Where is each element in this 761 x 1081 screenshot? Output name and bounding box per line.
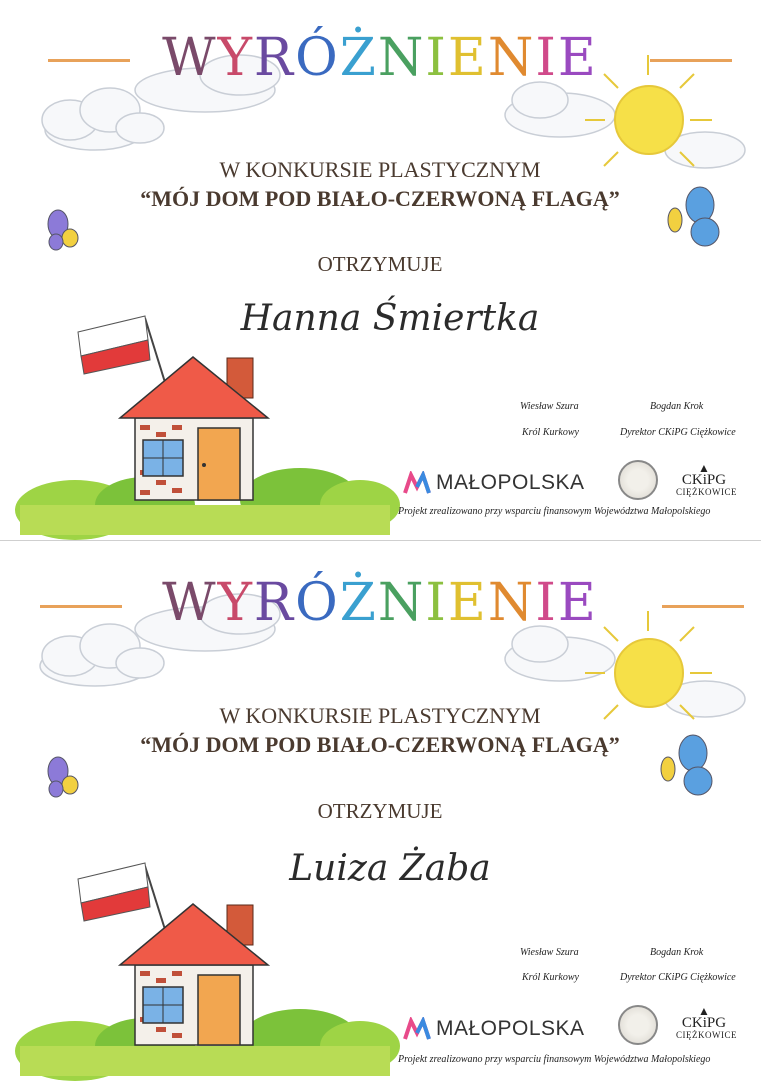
signatory2-name: Bogdan Krok [650, 401, 704, 412]
seal-emblem [618, 460, 658, 500]
certificate-title: WYRÓŻNIENIE [162, 573, 598, 633]
certificate-title: WYRÓŻNIENIE [162, 28, 598, 88]
recipient-name: Luiza Żaba [289, 848, 491, 889]
signatory1-role: Król Kurkowy [522, 427, 579, 438]
title-dash-right [650, 59, 732, 62]
title-dash-right [662, 605, 744, 608]
flag-icon [78, 316, 168, 392]
receives-label: OTRZYMUJE [317, 252, 443, 276]
butterfly-left-icon [48, 210, 78, 250]
house-icon [120, 904, 268, 1045]
malopolska-logo-icon [403, 471, 431, 495]
project-note: Projekt zrealizowano przy wsparciu finansowym Województwa Małopolskiego [398, 1054, 711, 1065]
receives-label: OTRZYMUJE [317, 799, 443, 823]
project-note: Projekt zrealizowano przy wsparciu finansowym Województwa Małopolskiego [398, 506, 711, 517]
certificate-luiza [0, 540, 761, 1081]
malopolska-brand: MAŁOPOLSKA [436, 471, 585, 494]
signatory2-role: Dyrektor CKiPG Ciężkowice [620, 427, 736, 438]
signatory1-role: Król Kurkowy [522, 972, 579, 983]
recipient-name: Hanna Śmiertka [240, 298, 540, 339]
butterfly-left-icon [48, 757, 78, 797]
malopolska-brand: MAŁOPOLSKA [436, 1017, 585, 1040]
contest-name: “MÓJ DOM POD BIAŁO-CZERWONĄ FLAGĄ” [140, 732, 620, 757]
title-dash-left [40, 605, 122, 608]
title-dash-left [48, 59, 130, 62]
signatory1-name: Wiesław Szura [520, 947, 579, 958]
contest-line: W KONKURSIE PLASTYCZNYM [219, 157, 541, 182]
contest-name: “MÓJ DOM POD BIAŁO-CZERWONĄ FLAGĄ” [140, 186, 620, 211]
contest-line: W KONKURSIE PLASTYCZNYM [219, 703, 541, 728]
signatory2-role: Dyrektor CKiPG Ciężkowice [620, 972, 736, 983]
flag-icon [78, 863, 168, 939]
signatory1-name: Wiesław Szura [520, 401, 579, 412]
butterfly-right-icon [668, 187, 719, 246]
house-icon [120, 357, 268, 500]
signatory2-name: Bogdan Krok [650, 947, 704, 958]
seal-emblem [618, 1005, 658, 1045]
ckipg-logo: ▲ CKiPG CIĘŻKOWICE [676, 1004, 737, 1040]
certificate-hanna [0, 0, 761, 540]
ckipg-logo: ▲ CKiPG CIĘŻKOWICE [676, 461, 737, 497]
malopolska-logo-icon [403, 1017, 431, 1041]
butterfly-right-icon [661, 735, 712, 795]
